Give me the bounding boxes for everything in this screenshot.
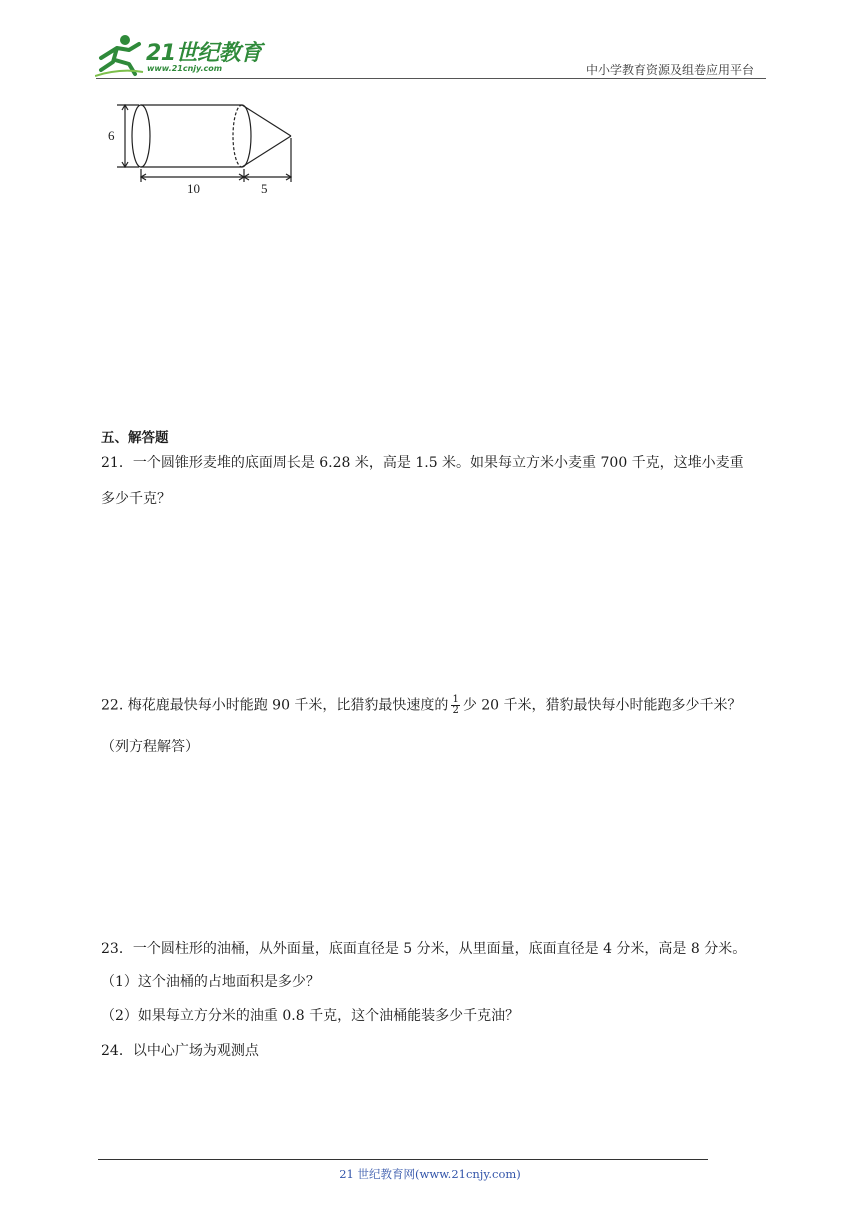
question-23-part-2: （2）如果每立方分米的油重 0.8 千克，这个油桶能装多少千克油？ bbox=[101, 1008, 520, 1024]
footer-divider bbox=[98, 1159, 708, 1160]
header-divider bbox=[96, 78, 766, 79]
footer-link[interactable]: 21 世纪教育网(www.21cnjy.com) bbox=[339, 1167, 521, 1181]
header-platform-text: 中小学教育资源及组卷应用平台 bbox=[585, 63, 754, 77]
cone-length-label: 5 bbox=[261, 181, 268, 196]
fraction-one-half bbox=[451, 695, 459, 716]
question-23-part-1: （1）这个油桶的占地面积是多少？ bbox=[101, 974, 320, 990]
running-person-icon bbox=[95, 35, 143, 76]
question-23-line-1: 23．一个圆柱形的油桶，从外面量，底面直径是 5 分米，从里面量，底面直径是 4 分米，高是 8 分米。 bbox=[101, 941, 747, 957]
question-22-line-2: （列方程解答） bbox=[101, 739, 199, 755]
question-22-text-before: 22. 梅花鹿最快每小时能跑 90 千米，比猎豹最快速度的 bbox=[101, 697, 449, 714]
question-24-line-1: 24．以中心广场为观测点 bbox=[101, 1043, 259, 1059]
height-label: 6 bbox=[108, 128, 115, 143]
cylinder-cone-figure bbox=[104, 100, 304, 200]
cylinder-length-label: 10 bbox=[187, 181, 200, 196]
section-title: 五、解答题 bbox=[101, 430, 169, 446]
fraction-denominator: 2 bbox=[452, 705, 459, 716]
question-21-line-1: 21．一个圆锥形麦堆的底面周长是 6.28 米，高是 1.5 米。如果每立方米小麦重 700 千克，这堆小麦重 bbox=[101, 455, 744, 471]
logo-text: 21世纪教育 bbox=[146, 41, 262, 66]
question-22-text-after: 少 20 千米，猎豹最快每小时能跑多少千米？ bbox=[462, 697, 742, 714]
question-22-line-1 bbox=[101, 695, 742, 716]
fraction-numerator: 1 bbox=[452, 694, 459, 705]
logo-url: www.21cnjy.com bbox=[147, 64, 223, 73]
question-21-line-2: 多少千克？ bbox=[101, 491, 171, 507]
